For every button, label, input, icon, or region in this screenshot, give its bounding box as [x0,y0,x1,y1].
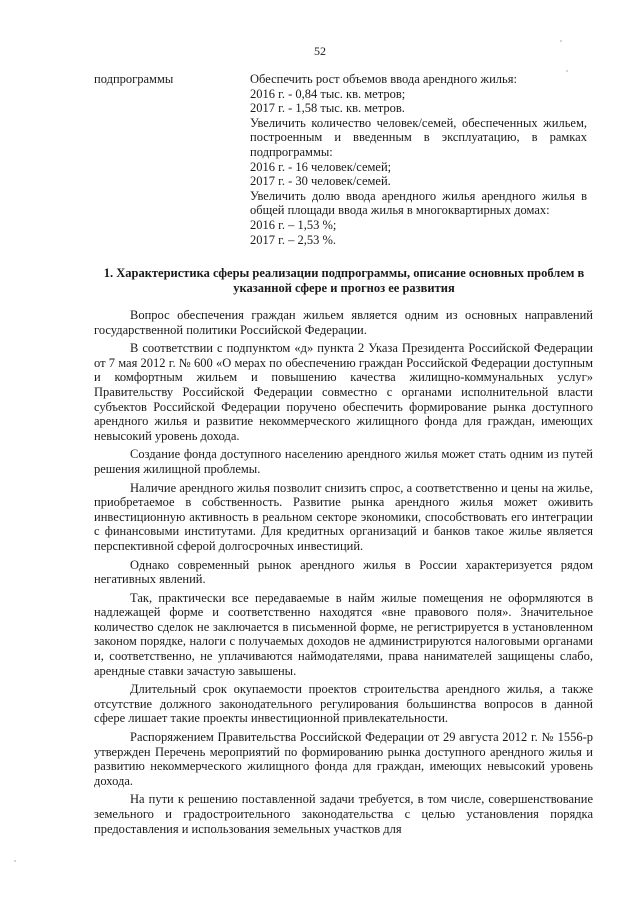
indicator-line: 2017 г. - 1,58 тыс. кв. метров. [250,101,405,116]
paragraph: Так, практически все передаваемые в найм жилые помещения не оформляются в надлежащей форме и соответственно находятся «вне правового поля». Значительное количество сделок не заключается в письменной форме, не регистрируется в установленном законом порядке, налоги с получаемых доходов не администрируются налоговыми органами и, соответственно, не уплачиваются наймодателями, права нанимателей защищены слабо, арендные ставки зачастую завышены. [94,590,593,678]
indicator-line: 2016 г. - 0,84 тыс. кв. метров; [250,86,406,101]
section-heading: 1. Характеристика сферы реализации подпрограммы, описание основных проблем в указанной сфере и прогноз ее развития [103,266,585,295]
indicator-line: Увеличить количество человек/семей, обеспеченных жильем, построенным и введенным в эксплуатацию, в рамках подпрограммы: [250,115,587,159]
paragraph: Длительный срок окупаемости проектов строительства арендного жилья, а также отсутствие должного законодательного регулирования большинства вопросов в данной сфере лишает такие проекты инвестиционной привлекательности. [94,682,593,726]
indicator-line: 2016 г. - 16 человек/семей; [250,159,392,174]
paragraph: Создание фонда доступного населению арендного жилья может стать одним из путей решения жилищной проблемы. [94,447,593,476]
indicator-line: 2017 г. - 30 человек/семей. [250,174,391,189]
scan-speck [14,860,16,862]
indicator-line: 2017 г. – 2,53 %. [250,232,337,247]
indicator-line: Обеспечить рост объемов ввода арендного жилья: [250,72,517,86]
page-number: 52 [314,44,326,58]
paragraph: Однако современный рынок арендного жилья в России характеризуется рядом негативных явлений. [94,557,593,587]
scan-speck [560,40,562,42]
paragraph: В соответствии с подпунктом «д» пункта 2 Указа Президента Российской Федерации от 7 мая 2012 г. № 600 «О мерах по обеспечению граждан Российской Федерации доступным и комфортным жильем и повышению качества жилищно-коммунальных услуг» Правительству Российской Федерации совместно с органами исполнительной власти субъектов Российской Федерации поручено обеспечить формирование рынка доступного арендного жилья и развитие некоммерческого жилищного фонда для граждан, имеющих невысокий уровень дохода. [94,341,593,443]
indicator-line: Увеличить долю ввода арендного жилья арендного жилья в общей площади ввода жилья в многоквартирных домах: [250,188,587,218]
paragraph: Наличие арендного жилья позволит снизить спрос, а соответственно и цены на жилье, приобретаемое в собственность. Развитие рынка арендного жилья может оживить инвестиционную активность в реальном секторе экономики, способствовать его интеграции с финансовыми институтами. Для кредитных организаций и банков такое жилье является перспективной сферой долгосрочных инвестиций. [94,480,593,553]
paragraph: На пути к решению поставленной задачи требуется, в том числе, совершенствование земельного и градостроительного законодательства с целью установления порядка предоставления и использования земельных участков для [94,792,593,836]
table-row-value [250,72,587,247]
indicator-line: 2016 г. – 1,53 %; [250,217,337,232]
paragraph: Распоряжением Правительства Российской Федерации от 29 августа 2012 г. № 1556-р утвержден Перечень мероприятий по формированию рынка доступного арендного жилья и развитию некоммерческого жилищного фонда для граждан, имеющих невысокий уровень дохода. [94,730,593,788]
body-text [94,308,593,840]
table-row-label: подпрограммы [94,72,174,86]
paragraph: Вопрос обеспечения граждан жильем является одним из основных направлений государственной политики Российской Федерации. [94,308,593,337]
scan-speck [566,70,568,72]
